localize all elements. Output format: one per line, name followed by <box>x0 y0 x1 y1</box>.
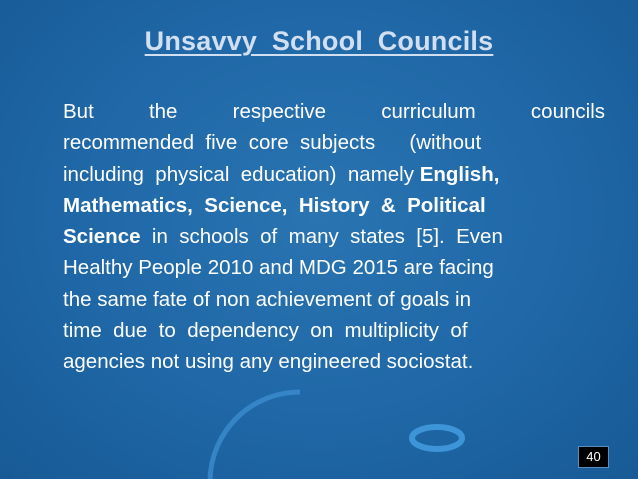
body-text-run: including physical education) namely <box>63 162 414 186</box>
body-line: But the respective curriculum councils <box>63 100 605 123</box>
subject-english: English, <box>419 162 500 186</box>
body-line <box>63 221 605 252</box>
subject-science: Science <box>63 225 141 249</box>
body-line: agencies not using any engineered sociostat. <box>63 350 474 374</box>
decorative-ring <box>412 427 462 449</box>
body-line-subjects: Mathematics, Science, History & Political <box>63 193 486 217</box>
body-text-run: in schools of many states [5]. Even <box>151 225 503 249</box>
body-line: recommended five core subjects (without <box>63 131 482 155</box>
slide-title: Unsavvy School Councils <box>144 26 494 56</box>
slide-body <box>63 96 605 378</box>
body-line <box>63 159 605 190</box>
slide-number-badge: 40 <box>578 446 609 468</box>
body-line: Healthy People 2010 and MDG 2015 are facing <box>63 256 494 280</box>
body-line: the same fate of non achievement of goals in <box>63 287 471 311</box>
body-line: time due to dependency on multiplicity of <box>63 319 468 343</box>
decorative-arc <box>210 392 300 479</box>
